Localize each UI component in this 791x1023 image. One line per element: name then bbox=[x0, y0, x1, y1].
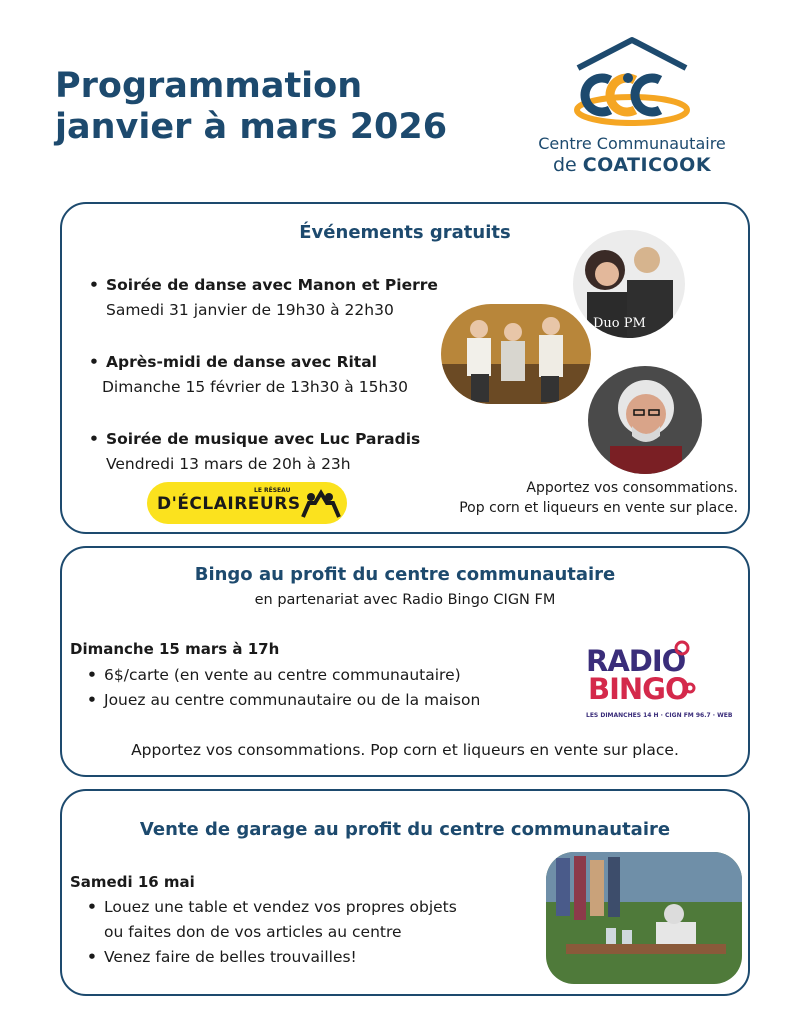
page-title bbox=[55, 66, 447, 148]
bingo-subtitle: en partenariat avec Radio Bingo CIGN FM bbox=[254, 592, 556, 608]
event-3-when: Vendredi 13 mars de 20h à 23h bbox=[106, 455, 351, 473]
duo-photo-caption: Duo PM bbox=[593, 316, 646, 331]
free-events-note bbox=[459, 478, 738, 518]
free-events-note-line-2: Pop corn et liqueurs en vente sur place. bbox=[459, 500, 738, 516]
bingo-date: Dimanche 15 mars à 17h bbox=[70, 640, 280, 658]
logo-name: Centre Communautaire bbox=[538, 134, 726, 153]
people-icon bbox=[299, 489, 343, 519]
title-line-1: Programmation bbox=[55, 66, 363, 106]
free-events-note-line-1: Apportez vos consommations. bbox=[526, 480, 738, 496]
garage-item-1-cont: ou faites don de vos articles au centre bbox=[104, 923, 402, 941]
duo-photo bbox=[573, 230, 685, 338]
bingo-item-2: • Jouez au centre communautaire ou de la maison bbox=[104, 691, 480, 709]
eclaireurs-logo: LE RÉSEAU D'ÉCLAIREURS bbox=[147, 482, 347, 524]
garage-item-1: • Louez une table et vendez vos propres objets bbox=[104, 898, 457, 916]
luc-paradis-photo bbox=[588, 366, 702, 474]
bingo-section bbox=[60, 546, 750, 777]
ccc-logo bbox=[532, 34, 732, 184]
garage-sale-title: Vente de garage au profit du centre communautaire bbox=[139, 819, 671, 840]
radio-bingo-tagline: LES DIMANCHES 14 H · CIGN FM 96.7 · WEB bbox=[586, 712, 733, 719]
garage-sale-date: Samedi 16 mai bbox=[70, 873, 195, 891]
bingo-note: Apportez vos consommations. Pop corn et liqueurs en vente sur place. bbox=[131, 741, 679, 759]
event-2-name: • Après-midi de danse avec Rital bbox=[106, 353, 377, 371]
bingo-title: Bingo au profit du centre communautaire bbox=[194, 564, 616, 585]
event-2-when: Dimanche 15 février de 13h30 à 15h30 bbox=[102, 378, 408, 396]
garage-sale-photo bbox=[546, 852, 742, 984]
free-events-title: Événements gratuits bbox=[299, 222, 511, 243]
logo-town: de COATICOOK bbox=[552, 154, 712, 176]
radio-bingo-logo: RADIO BINGO LES DIMANCHES 14 H · CIGN FM 96.7 · WEB bbox=[582, 640, 702, 730]
bingo-balls-icon bbox=[670, 640, 700, 700]
event-1-when: Samedi 31 janvier de 19h30 à 22h30 bbox=[106, 301, 394, 319]
garage-sale-section bbox=[60, 789, 750, 996]
event-1-name: • Soirée de danse avec Manon et Pierre bbox=[106, 276, 438, 294]
trio-photo bbox=[441, 304, 591, 404]
house-logo-icon bbox=[532, 34, 732, 134]
event-3-name: • Soirée de musique avec Luc Paradis bbox=[106, 430, 420, 448]
garage-item-2: • Venez faire de belles trouvailles! bbox=[104, 948, 357, 966]
bingo-item-1: • 6$/carte (en vente au centre communautaire) bbox=[104, 666, 461, 684]
free-events-section bbox=[60, 202, 750, 534]
title-line-2: janvier à mars 2026 bbox=[55, 107, 448, 147]
